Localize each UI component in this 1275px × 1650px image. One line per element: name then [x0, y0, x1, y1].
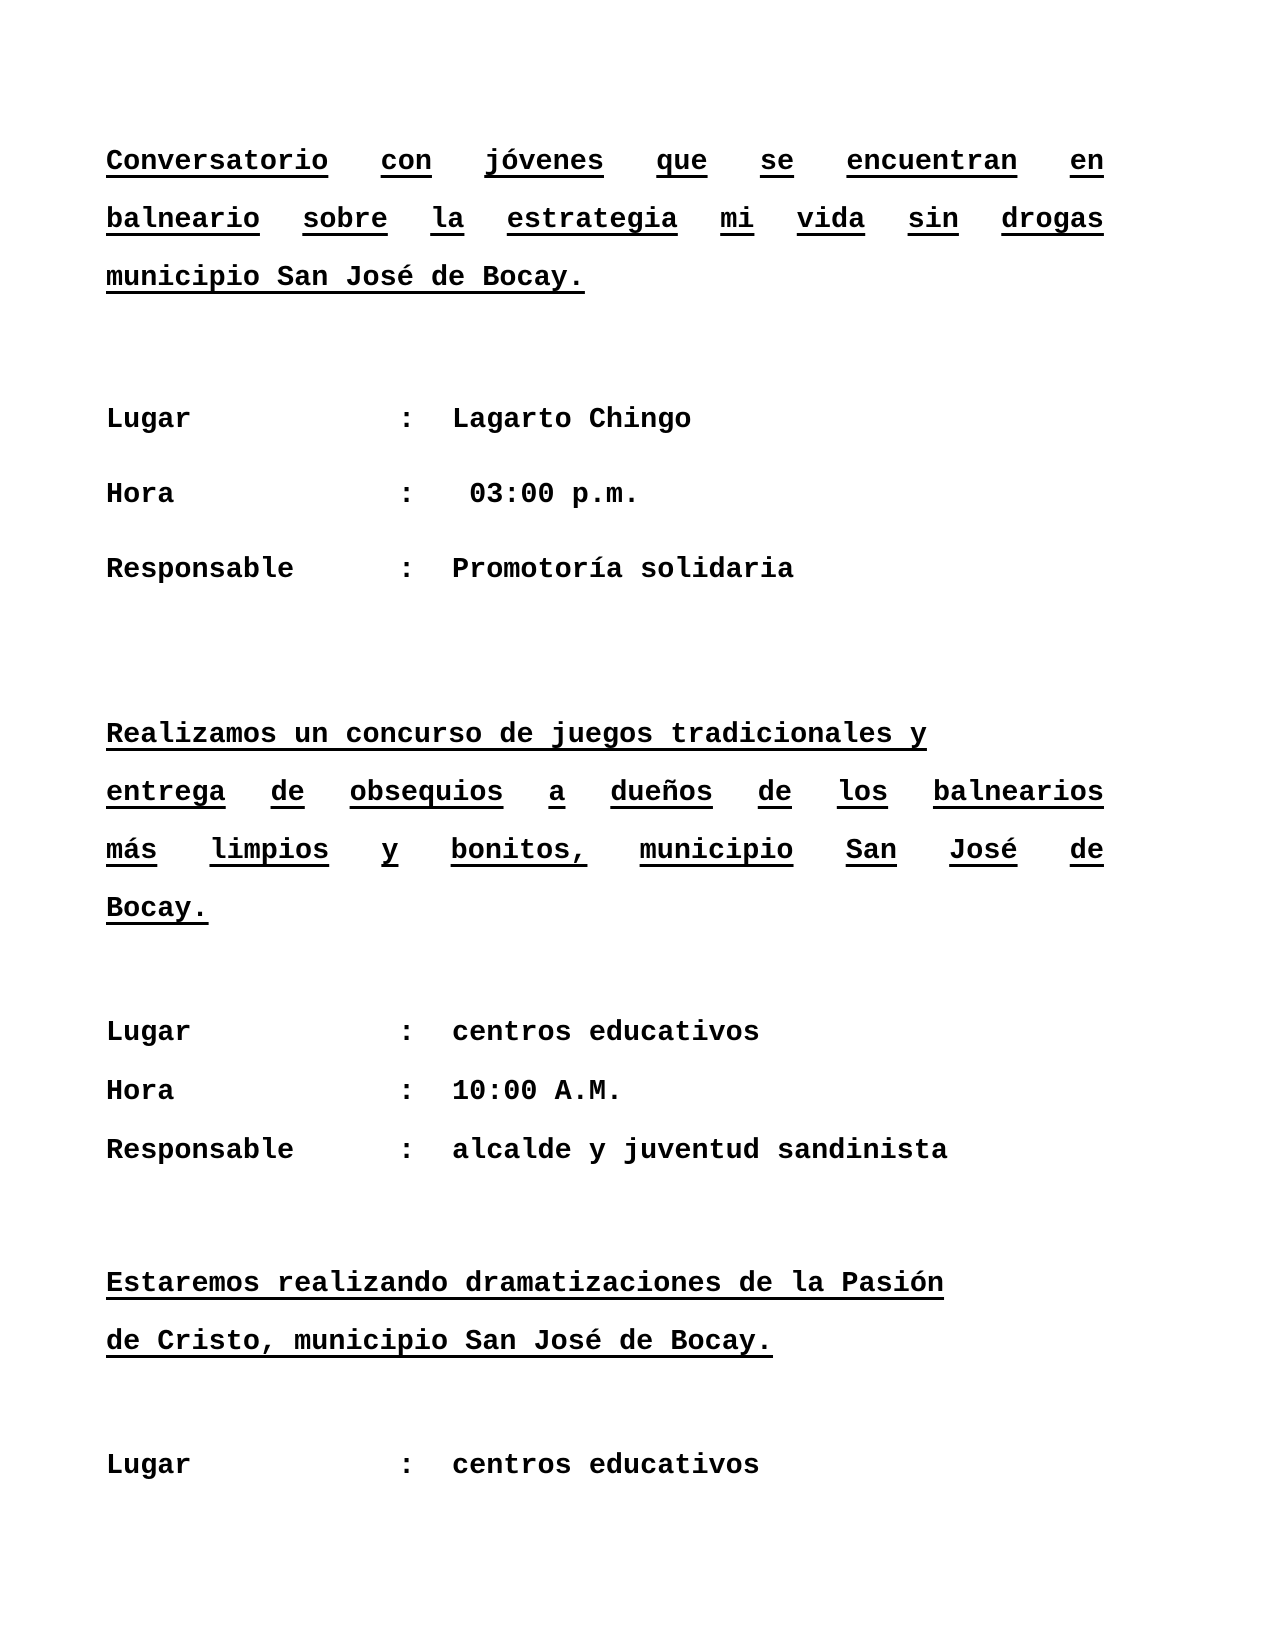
heading-3-line-2: de Cristo, municipio San José de Bocay.	[106, 1325, 774, 1358]
field-block-3	[106, 1449, 1106, 1524]
field-colon: :	[398, 1075, 416, 1108]
field-colon: :	[398, 1016, 416, 1049]
field-block-1	[106, 403, 1106, 628]
heading-paragraph-1	[106, 133, 1104, 307]
heading-2-line-1: Realizamos un concurso de juegos tradicionales y	[106, 718, 927, 751]
word: sobre	[302, 203, 388, 236]
word: jóvenes	[484, 145, 604, 178]
field-row-hora	[106, 478, 1106, 553]
field-value: 10:00 A.M.	[452, 1075, 624, 1108]
field-row-lugar	[106, 1016, 1106, 1075]
word: balnearios	[932, 776, 1104, 809]
spacer	[106, 307, 1106, 403]
field-row-responsable	[106, 553, 1106, 628]
field-label: Hora	[106, 478, 175, 511]
heading-1-line-3: municipio San José de Bocay.	[106, 261, 585, 294]
word: y	[381, 834, 399, 867]
spacer	[106, 1371, 1106, 1449]
spacer	[106, 628, 1106, 706]
heading-3-line-1: Estaremos realizando dramatizaciones de la Pasión	[106, 1267, 945, 1300]
heading-paragraph-2	[106, 706, 1104, 938]
word: drogas	[1001, 203, 1104, 236]
word: más	[106, 834, 158, 867]
word: de	[270, 776, 305, 809]
field-label: Lugar	[106, 1449, 192, 1482]
field-label: Responsable	[106, 553, 295, 586]
field-label: Responsable	[106, 1134, 295, 1167]
word: de	[1069, 834, 1104, 867]
field-block-2	[106, 1016, 1106, 1193]
word: mi	[720, 203, 755, 236]
word: en	[1069, 145, 1104, 178]
word: balneario	[106, 203, 260, 236]
field-row-lugar	[106, 1449, 1106, 1524]
field-colon: :	[398, 478, 416, 511]
word: la	[430, 203, 465, 236]
word: estrategia	[506, 203, 678, 236]
word: con	[380, 145, 432, 178]
field-row-responsable	[106, 1134, 1106, 1193]
field-value: 03:00 p.m.	[452, 478, 641, 511]
field-row-hora	[106, 1075, 1106, 1134]
word: bonitos,	[450, 834, 588, 867]
word: a	[548, 776, 566, 809]
word: de	[757, 776, 792, 809]
heading-2-line-2	[106, 764, 1104, 822]
heading-1-line-1	[106, 133, 1104, 191]
field-value: alcalde y juventud sandinista	[452, 1134, 948, 1167]
heading-2-line-4: Bocay.	[106, 892, 209, 925]
word: dueños	[610, 776, 713, 809]
word: entrega	[106, 776, 226, 809]
word: encuentran	[846, 145, 1018, 178]
field-value: Lagarto Chingo	[452, 403, 692, 436]
word: limpios	[209, 834, 330, 867]
heading-2-line-3	[106, 822, 1104, 880]
word: vida	[796, 203, 866, 236]
field-label: Hora	[106, 1075, 175, 1108]
field-colon: :	[398, 1134, 416, 1167]
spacer	[106, 1193, 1106, 1255]
word: San	[845, 834, 898, 867]
field-label: Lugar	[106, 403, 192, 436]
word: se	[759, 145, 795, 178]
document-body	[106, 133, 1106, 1524]
heading-1-line-2	[106, 191, 1104, 249]
field-value: Promotoría solidaria	[452, 553, 795, 586]
word: municipio	[639, 834, 794, 867]
field-colon: :	[398, 553, 416, 586]
word: que	[656, 145, 708, 178]
field-row-lugar	[106, 403, 1106, 478]
word: Conversatorio	[106, 145, 329, 178]
field-label: Lugar	[106, 1016, 192, 1049]
word: obsequios	[349, 776, 504, 809]
word: sin	[907, 203, 959, 236]
field-colon: :	[398, 403, 416, 436]
field-value: centros educativos	[452, 1016, 760, 1049]
heading-paragraph-3	[106, 1255, 1104, 1371]
word: los	[836, 776, 889, 809]
field-colon: :	[398, 1449, 416, 1482]
spacer	[106, 938, 1106, 1016]
field-value: centros educativos	[452, 1449, 760, 1482]
word: José	[949, 834, 1018, 867]
